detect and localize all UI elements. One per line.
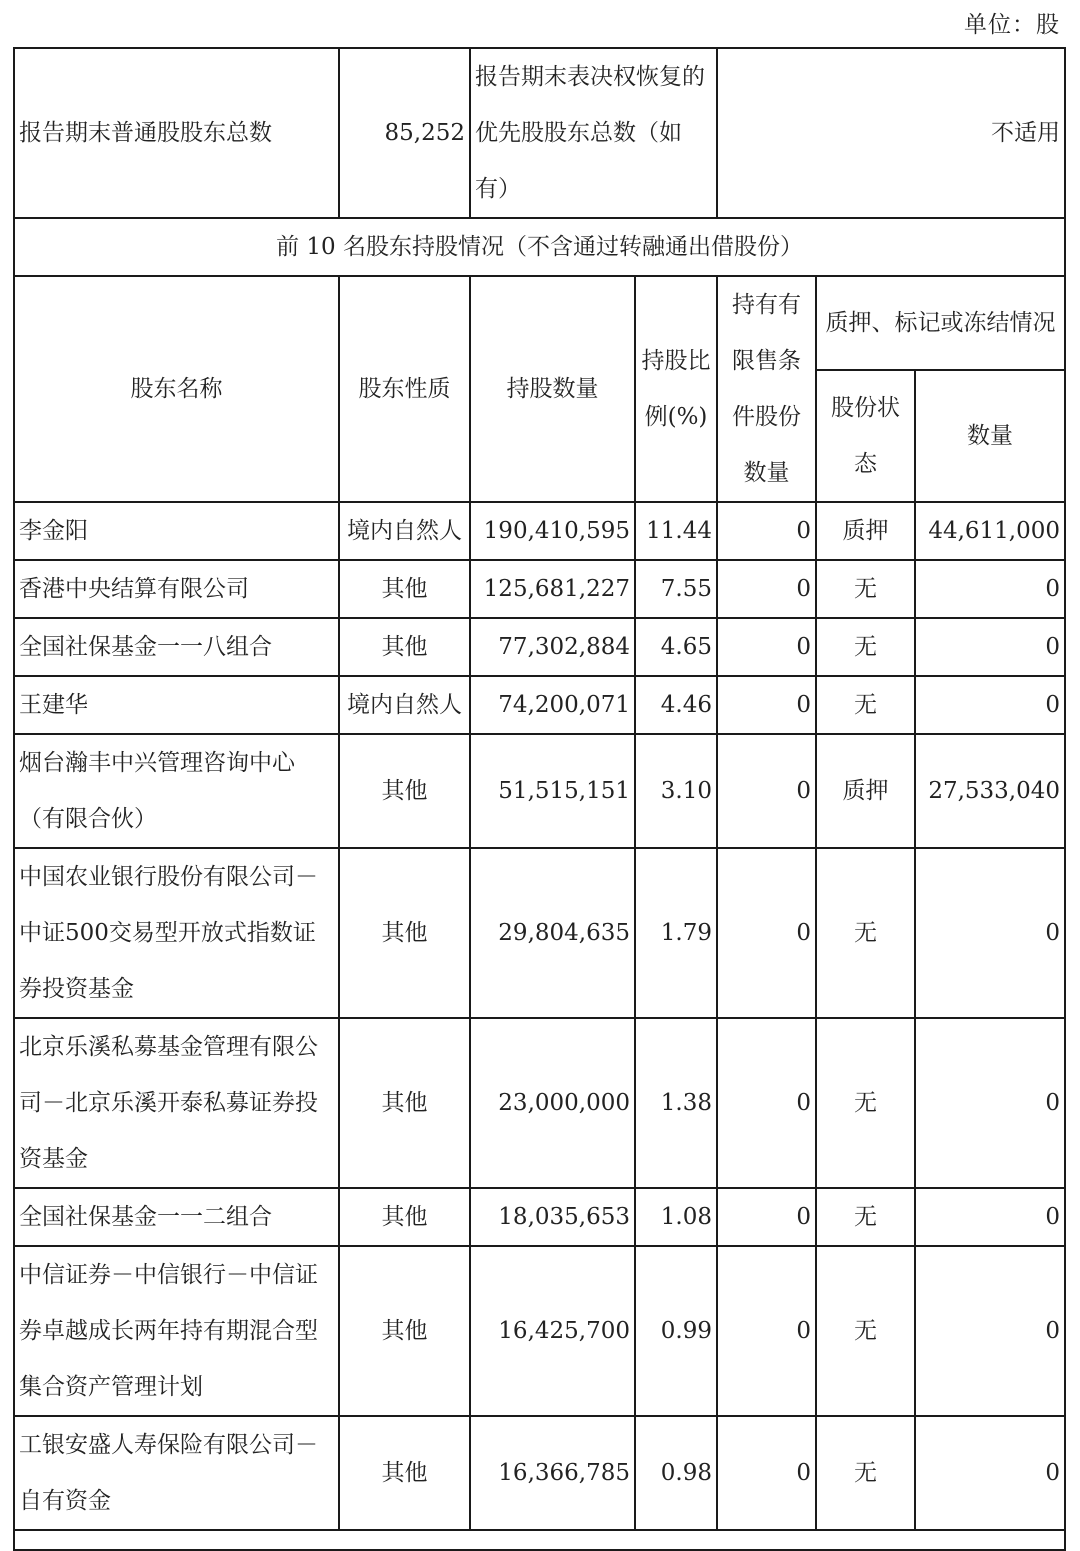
holder-restricted: 0 <box>717 560 816 618</box>
holder-shares: 74,200,071 <box>470 676 635 734</box>
shareholder-table <box>13 47 1066 1551</box>
holder-nature: 其他 <box>339 1188 470 1246</box>
holder-shares: 23,000,000 <box>470 1018 635 1188</box>
holder-quantity: 27,533,040 <box>915 734 1065 848</box>
holder-status: 质押 <box>816 734 915 848</box>
holder-nature: 境内自然人 <box>339 502 470 560</box>
holder-nature: 其他 <box>339 734 470 848</box>
header-name: 股东名称 <box>14 276 339 502</box>
holder-ratio: 1.79 <box>635 848 717 1018</box>
holder-ratio: 11.44 <box>635 502 717 560</box>
holder-status: 无 <box>816 1246 915 1416</box>
holder-shares: 125,681,227 <box>470 560 635 618</box>
table-row <box>14 734 1065 848</box>
preferred-holders-value: 不适用 <box>717 48 1065 218</box>
table-row <box>14 1018 1065 1188</box>
summary-row <box>14 48 1065 218</box>
holder-quantity: 0 <box>915 1018 1065 1188</box>
holder-name: 全国社保基金一一八组合 <box>14 618 339 676</box>
table-body <box>14 48 1065 1550</box>
holder-quantity: 0 <box>915 848 1065 1018</box>
header-status: 股份状态 <box>816 370 915 502</box>
holder-nature: 其他 <box>339 560 470 618</box>
holder-status: 无 <box>816 618 915 676</box>
header-row-1 <box>14 276 1065 370</box>
holder-ratio: 0.99 <box>635 1246 717 1416</box>
holder-status: 质押 <box>816 502 915 560</box>
header-ratio: 持股比例(%) <box>635 276 717 502</box>
holder-nature: 其他 <box>339 1416 470 1530</box>
header-shares: 持股数量 <box>470 276 635 502</box>
holder-name: 王建华 <box>14 676 339 734</box>
holder-quantity: 0 <box>915 1416 1065 1530</box>
holder-ratio: 0.98 <box>635 1416 717 1530</box>
holder-ratio: 1.38 <box>635 1018 717 1188</box>
table-continuation-row <box>14 1530 1065 1550</box>
holder-nature: 其他 <box>339 1246 470 1416</box>
table-row <box>14 560 1065 618</box>
holder-ratio: 1.08 <box>635 1188 717 1246</box>
holder-ratio: 3.10 <box>635 734 717 848</box>
holder-status: 无 <box>816 560 915 618</box>
holder-nature: 其他 <box>339 848 470 1018</box>
header-pledge-group: 质押、标记或冻结情况 <box>816 276 1065 370</box>
holder-nature: 其他 <box>339 1018 470 1188</box>
holder-name: 李金阳 <box>14 502 339 560</box>
holder-shares: 18,035,653 <box>470 1188 635 1246</box>
holder-restricted: 0 <box>717 676 816 734</box>
holder-restricted: 0 <box>717 1018 816 1188</box>
holder-restricted: 0 <box>717 734 816 848</box>
table-row <box>14 1416 1065 1530</box>
unit-label: 单位：股 <box>964 12 1060 38</box>
holder-shares: 51,515,151 <box>470 734 635 848</box>
holder-name: 北京乐溪私募基金管理有限公司－北京乐溪开泰私募证券投资基金 <box>14 1018 339 1188</box>
holder-name: 全国社保基金一一二组合 <box>14 1188 339 1246</box>
holder-shares: 16,425,700 <box>470 1246 635 1416</box>
holder-ratio: 7.55 <box>635 560 717 618</box>
holder-quantity: 0 <box>915 676 1065 734</box>
table-row <box>14 676 1065 734</box>
holder-name: 中国农业银行股份有限公司－中证500交易型开放式指数证券投资基金 <box>14 848 339 1018</box>
holder-name: 烟台瀚丰中兴管理咨询中心（有限合伙） <box>14 734 339 848</box>
header-restricted: 持有有限售条件股份数量 <box>717 276 816 502</box>
holder-status: 无 <box>816 848 915 1018</box>
holder-status: 无 <box>816 1416 915 1530</box>
table-row <box>14 1188 1065 1246</box>
holder-quantity: 0 <box>915 1246 1065 1416</box>
continuation-cell <box>14 1530 1065 1550</box>
holder-shares: 16,366,785 <box>470 1416 635 1530</box>
holder-quantity: 44,611,000 <box>915 502 1065 560</box>
holder-restricted: 0 <box>717 1246 816 1416</box>
holder-shares: 77,302,884 <box>470 618 635 676</box>
holder-nature: 境内自然人 <box>339 676 470 734</box>
holder-ratio: 4.46 <box>635 676 717 734</box>
holder-name: 香港中央结算有限公司 <box>14 560 339 618</box>
table-row <box>14 1246 1065 1416</box>
total-holders-value: 85,252 <box>339 48 470 218</box>
holder-quantity: 0 <box>915 560 1065 618</box>
header-nature: 股东性质 <box>339 276 470 502</box>
holder-name: 中信证券－中信银行－中信证券卓越成长两年持有期混合型集合资产管理计划 <box>14 1246 339 1416</box>
section-title-row <box>14 218 1065 276</box>
holder-restricted: 0 <box>717 502 816 560</box>
total-holders-label: 报告期末普通股股东总数 <box>14 48 339 218</box>
section-title: 前 10 名股东持股情况（不含通过转融通出借股份） <box>14 218 1065 276</box>
holder-ratio: 4.65 <box>635 618 717 676</box>
holder-shares: 190,410,595 <box>470 502 635 560</box>
holder-nature: 其他 <box>339 618 470 676</box>
holder-shares: 29,804,635 <box>470 848 635 1018</box>
holder-restricted: 0 <box>717 1416 816 1530</box>
holder-status: 无 <box>816 1188 915 1246</box>
holder-status: 无 <box>816 1018 915 1188</box>
holder-restricted: 0 <box>717 848 816 1018</box>
preferred-holders-label: 报告期末表决权恢复的优先股股东总数（如有） <box>470 48 717 218</box>
holder-status: 无 <box>816 676 915 734</box>
holder-quantity: 0 <box>915 1188 1065 1246</box>
holder-restricted: 0 <box>717 618 816 676</box>
table-row <box>14 502 1065 560</box>
header-quantity: 数量 <box>915 370 1065 502</box>
holder-restricted: 0 <box>717 1188 816 1246</box>
table-row <box>14 848 1065 1018</box>
holder-name: 工银安盛人寿保险有限公司－自有资金 <box>14 1416 339 1530</box>
holder-quantity: 0 <box>915 618 1065 676</box>
table-row <box>14 618 1065 676</box>
